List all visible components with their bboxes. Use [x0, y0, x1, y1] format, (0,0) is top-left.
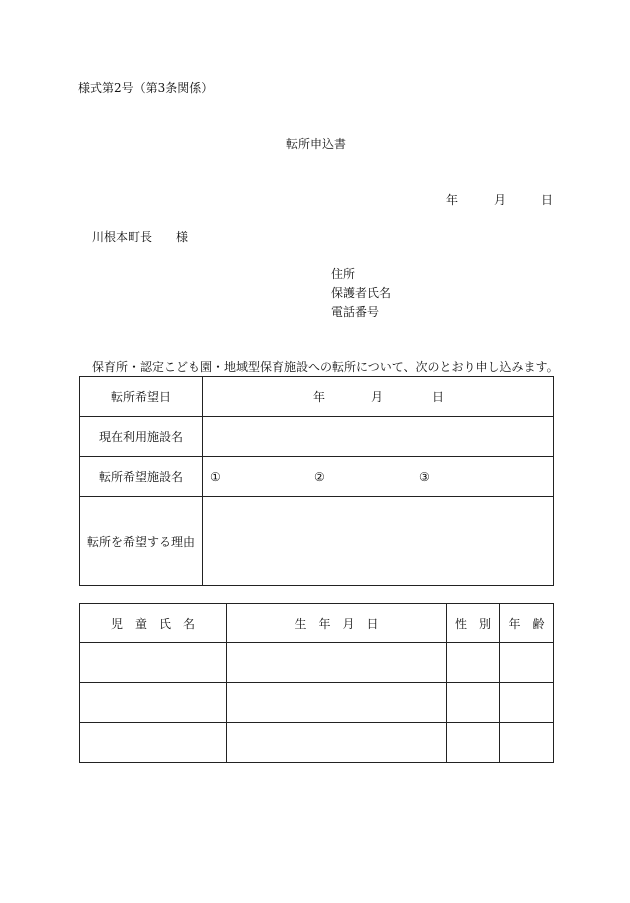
intro-text: 保育所・認定こども園・地域型保育施設への転所について、次のとおり申し込みます。 — [92, 360, 559, 374]
table-row — [80, 643, 554, 683]
header-age: 年 齢 — [500, 604, 554, 643]
table-row — [80, 497, 554, 586]
transfer-day-label: 日 — [432, 390, 445, 404]
address-label: 住所 — [331, 267, 356, 281]
table-row — [80, 683, 554, 723]
child-name-cell[interactable] — [80, 723, 227, 763]
application-table — [79, 376, 554, 586]
gender-cell[interactable] — [447, 723, 500, 763]
gender-cell[interactable] — [447, 683, 500, 723]
transfer-year-label: 年 — [313, 390, 326, 404]
table-row — [80, 417, 554, 457]
reason-field[interactable] — [203, 497, 554, 586]
date-year-label: 年 — [446, 193, 459, 207]
birthdate-cell[interactable] — [227, 683, 447, 723]
age-cell[interactable] — [500, 683, 554, 723]
transfer-date-field[interactable] — [203, 377, 554, 417]
table-row — [80, 723, 554, 763]
birthdate-cell[interactable] — [227, 723, 447, 763]
form-number: 様式第2号（第3条関係） — [78, 81, 214, 95]
current-facility-label: 現在利用施設名 — [80, 417, 203, 457]
choice-1-marker: ① — [210, 470, 221, 484]
header-gender: 性 別 — [447, 604, 500, 643]
header-birthdate: 生 年 月 日 — [227, 604, 447, 643]
desired-facility-label: 転所希望施設名 — [80, 457, 203, 497]
age-cell[interactable] — [500, 723, 554, 763]
transfer-month-label: 月 — [371, 390, 384, 404]
choice-3-marker: ③ — [419, 470, 430, 484]
child-name-cell[interactable] — [80, 683, 227, 723]
gender-cell[interactable] — [447, 643, 500, 683]
table-row — [80, 377, 554, 417]
date-month-label: 月 — [494, 193, 507, 207]
age-cell[interactable] — [500, 643, 554, 683]
header-child-name: 児 童 氏 名 — [80, 604, 227, 643]
choice-2-marker: ② — [314, 470, 325, 484]
current-facility-field[interactable] — [203, 417, 554, 457]
transfer-date-label: 転所希望日 — [80, 377, 203, 417]
reason-label: 転所を希望する理由 — [80, 497, 203, 586]
page-title: 転所申込書 — [286, 137, 347, 151]
guardian-name-label: 保護者氏名 — [331, 286, 392, 300]
child-name-cell[interactable] — [80, 643, 227, 683]
child-info-table — [79, 603, 554, 763]
birthdate-cell[interactable] — [227, 643, 447, 683]
phone-label: 電話番号 — [331, 305, 380, 319]
desired-facility-field[interactable] — [203, 457, 554, 497]
table-header-row — [80, 604, 554, 643]
date-day-label: 日 — [541, 193, 554, 207]
table-row — [80, 457, 554, 497]
addressee: 川根本町長 様 — [92, 230, 189, 244]
